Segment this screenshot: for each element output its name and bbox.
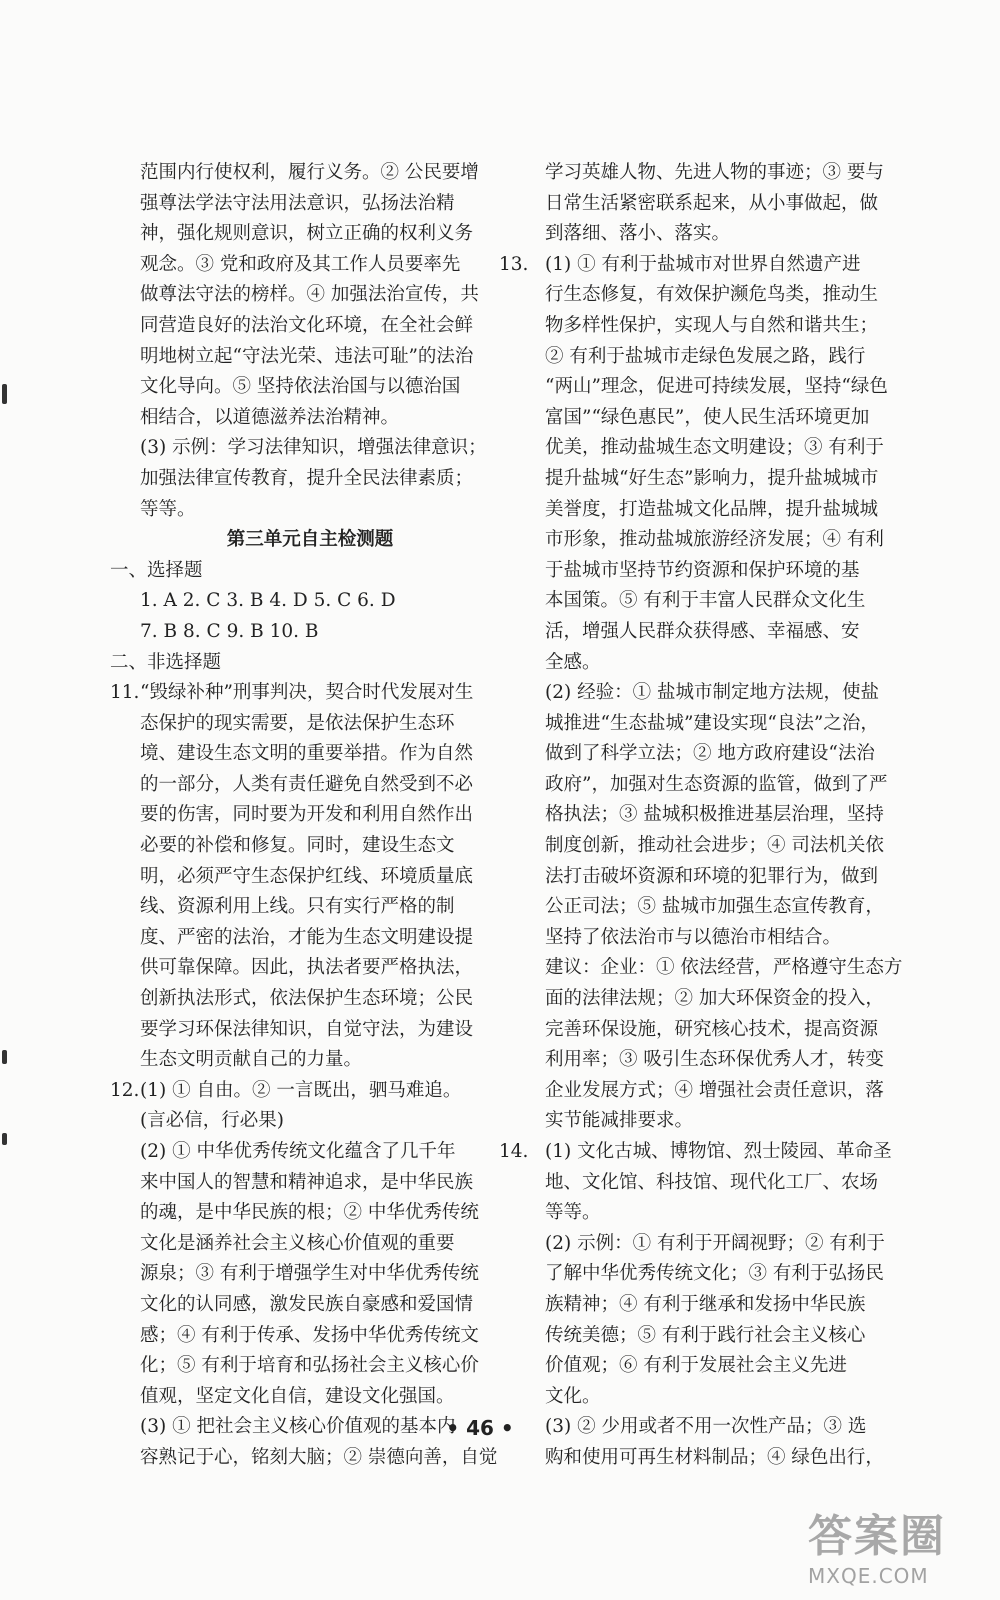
text-line: 范围内行使权利，履行义务。② 公民要增: [140, 162, 479, 183]
section-title: 第三单元自主检测题: [226, 529, 394, 551]
q13-number: 13.: [499, 253, 529, 275]
text-line: 行生态修复，有效保护濒危鸟类，推动生: [545, 284, 879, 306]
right-column: [499, 158, 903, 1474]
text-line: 政府”，加强对生态资源的监管，做到了严: [545, 773, 888, 795]
text-line: 公正司法；⑤ 盐城市加强生态宣传教育，: [545, 896, 884, 918]
text-line: 1. A 2. C 3. B 4. D 5. C 6. D: [140, 590, 396, 612]
text-line: 要学习环保法律知识，自觉守法，为建设: [140, 1018, 474, 1040]
choice-answers: [110, 586, 480, 647]
text-line: 提升盐城“好生态”影响力，提升盐城城市: [545, 467, 879, 489]
text-line: 等等。: [545, 1202, 601, 1224]
text-line: 完善环保设施，研究核心技术，提高资源: [545, 1018, 879, 1040]
left-column: [110, 158, 498, 1474]
text-line: 实节能减排要求。: [545, 1110, 694, 1132]
margin-mark-middle: [2, 1050, 7, 1064]
text-line: 文化。: [545, 1385, 601, 1407]
text-line: ② 有利于盐城市走绿色发展之路，践行: [545, 345, 866, 367]
text-line: 富国”“绿色惠民”，使人民生活环境更加: [545, 406, 870, 428]
text-line: 全感。: [545, 651, 601, 673]
text-line: 生态文明贡献自己的力量。: [140, 1049, 363, 1071]
text-line: 于盐城市坚持节约资源和保护环境的基: [545, 559, 860, 581]
text-line: 感；④ 有利于传承、发扬中华优秀传统文: [140, 1324, 479, 1346]
text-line: “两山”理念，促进可持续发展，坚持“绿色: [545, 376, 888, 398]
text-line: 制度创新，推动社会进步；④ 司法机关依: [545, 835, 884, 857]
text-line: (2) 示例：① 有利于开阔视野；② 有利于: [545, 1232, 885, 1254]
text-line: 族精神；④ 有利于继承和发扬中华民族: [545, 1293, 866, 1315]
text-line: 要的伤害，同时要为开发和利用自然作出: [140, 804, 474, 826]
text-line: 了解中华优秀传统文化；③ 有利于弘扬民: [545, 1263, 884, 1285]
text-line: 美誉度，打造盐城文化品牌，提升盐城城: [545, 498, 879, 520]
text-line: 地、文化馆、科技馆、现代化工厂、农场: [545, 1171, 879, 1193]
text-line: 神，强化规则意识，树立正确的权利义务: [140, 223, 474, 245]
text-line: 相结合，以道德滋养法治精神。: [140, 406, 400, 428]
q11-answer: [110, 678, 480, 1076]
text-line: 法打击破坏资源和环境的犯罪行为，做到: [545, 865, 879, 887]
q3-answer: [110, 433, 487, 525]
text-line: 坚持了依法治市与以德治市相结合。: [545, 926, 842, 948]
text-line: (3) ② 少用或者不用一次性产品；③ 选: [545, 1416, 867, 1438]
text-line: 等等。: [140, 498, 196, 520]
text-line: (1) 文化古城、博物馆、烈士陵园、革命圣: [545, 1141, 892, 1162]
q14-number: 14.: [499, 1141, 529, 1162]
text-line: 建议：企业：① 依法经营，严格遵守生态方: [545, 957, 903, 979]
q11-block: [110, 678, 480, 1076]
text-line: 本国策。⑤ 有利于丰富人民群众文化生: [545, 590, 866, 612]
q12-block: [110, 1076, 498, 1474]
text-line: 的魂，是中华民族的根；② 中华优秀传统: [140, 1202, 479, 1224]
text-line: 线、资源利用上线。只有实行严格的制: [140, 896, 455, 918]
margin-mark-bottom: [2, 1133, 7, 1145]
text-line: 观念。③ 党和政府及其工作人员要率先: [140, 253, 461, 275]
part1-heading: 一、选择题: [110, 559, 203, 581]
text-line: (1) ① 自由。② 一言既出，驷马难追。: [140, 1079, 462, 1101]
text-line: 境、建设生态文明的重要举措。作为自然: [140, 743, 474, 765]
text-line: 值观，坚定文化自信，建设文化强国。: [140, 1385, 455, 1407]
text-line: 强尊法学法守法用法意识，弘扬法治精: [140, 192, 455, 214]
q13-answer: [515, 250, 903, 1137]
text-line: 优美，推动盐城生态文明建设；③ 有利于: [545, 437, 884, 459]
text-line: 市形象，推动盐城旅游经济发展；④ 有利: [545, 529, 884, 551]
text-line: 文化的认同感，激发民族自豪感和爱国情: [140, 1293, 474, 1315]
text-line: 做尊法守法的榜样。④ 加强法治宣传，共: [140, 284, 479, 306]
text-line: (2) 经验：① 盐城市制定地方法规，使盐: [545, 682, 879, 704]
text-line: (言必信，行必果): [140, 1110, 284, 1132]
text-line: (3) ① 把社会主义核心价值观的基本内: [140, 1416, 456, 1438]
q12-number: 12.: [110, 1079, 140, 1101]
text-line: 文化是涵养社会主义核心价值观的重要: [140, 1232, 455, 1254]
text-line: 利用率；③ 吸引生态环保优秀人才，转变: [545, 1049, 884, 1071]
text-line: 文化导向。⑤ 坚持依法治国与以德治国: [140, 376, 461, 398]
text-line: 明，必须严守生态保护红线、环境质量底: [140, 865, 474, 887]
watermark-url: MXQE.COM: [808, 1564, 929, 1588]
right-continuation: [515, 158, 887, 250]
text-line: 价值观；⑥ 有利于发展社会主义先进: [545, 1355, 847, 1377]
left-continuation: [110, 158, 480, 433]
text-line: 7. B 8. C 9. B 10. B: [140, 620, 319, 642]
text-line: 度、严密的法治，才能为生态文明建设提: [140, 926, 474, 948]
text-line: (3) 示例：学习法律知识，增强法律意识；: [140, 437, 487, 459]
text-line: 格执法；③ 盐城积极推进基层治理，坚持: [545, 804, 884, 826]
q13-block: [499, 250, 903, 1137]
text-line: 到落细、落小、落实。: [545, 223, 731, 245]
text-line: 源泉；③ 有利于增强学生对中华优秀传统: [140, 1263, 479, 1285]
text-line: (2) ① 中华优秀传统文化蕴含了几千年: [140, 1141, 456, 1162]
text-line: 同营造良好的法治文化环境，在全社会鲜: [140, 314, 474, 336]
text-line: “毁绿补种”刑事判决，契合时代发展对生: [140, 682, 474, 704]
text-line: 传统美德；⑤ 有利于践行社会主义核心: [545, 1324, 866, 1346]
q12-answer: [110, 1076, 498, 1474]
text-line: 企业发展方式；④ 增强社会责任意识，落: [545, 1079, 884, 1101]
text-line: 明地树立起“守法光荣、违法可耻”的法治: [140, 345, 474, 367]
margin-mark-top: [2, 384, 7, 404]
q11-number: 11.: [110, 682, 140, 704]
text-line: 化；⑤ 有利于培育和弘扬社会主义核心价: [140, 1355, 479, 1377]
text-line: 创新执法形式，依法保护生态环境；公民: [140, 988, 474, 1010]
text-line: 日常生活紧密联系起来，从小事做起，做: [545, 192, 879, 214]
part2-heading: 二、非选择题: [110, 651, 222, 673]
text-line: 加强法律宣传教育，提升全民法律素质；: [140, 467, 474, 489]
page-number: • 46 •: [446, 1416, 514, 1440]
text-line: 容熟记于心，铭刻大脑；② 崇德向善，自觉: [140, 1446, 498, 1468]
text-line: 学习英雄人物、先进人物的事迹；③ 要与: [545, 162, 884, 183]
text-line: 活，增强人民群众获得感、幸福感、安: [545, 620, 860, 642]
text-line: 物多样性保护，实现人与自然和谐共生；: [545, 314, 879, 336]
text-line: 城推进“生态盐城”建设实现“良法”之治，: [545, 712, 879, 734]
text-line: 态保护的现实需要，是依法保护生态环: [140, 712, 455, 734]
watermark-logo: 答案圈: [808, 1511, 946, 1562]
text-line: 做到了科学立法；② 地方政府建设“法治: [545, 743, 875, 765]
text-line: (1) ① 有利于盐城市对世界自然遗产进: [545, 253, 861, 275]
text-line: 必要的补偿和修复。同时，建设生态文: [140, 835, 455, 857]
text-line: 供可靠保障。因此，执法者要严格执法，: [140, 957, 474, 979]
text-line: 购和使用可再生材料制品；④ 绿色出行，: [545, 1446, 884, 1468]
text-line: 的一部分，人类有责任避免自然受到不必: [140, 773, 474, 795]
text-line: 来中国人的智慧和精神追求，是中华民族: [140, 1171, 474, 1193]
text-line: 面的法律法规；② 加大环保资金的投入，: [545, 988, 884, 1010]
watermark: [808, 1500, 978, 1592]
